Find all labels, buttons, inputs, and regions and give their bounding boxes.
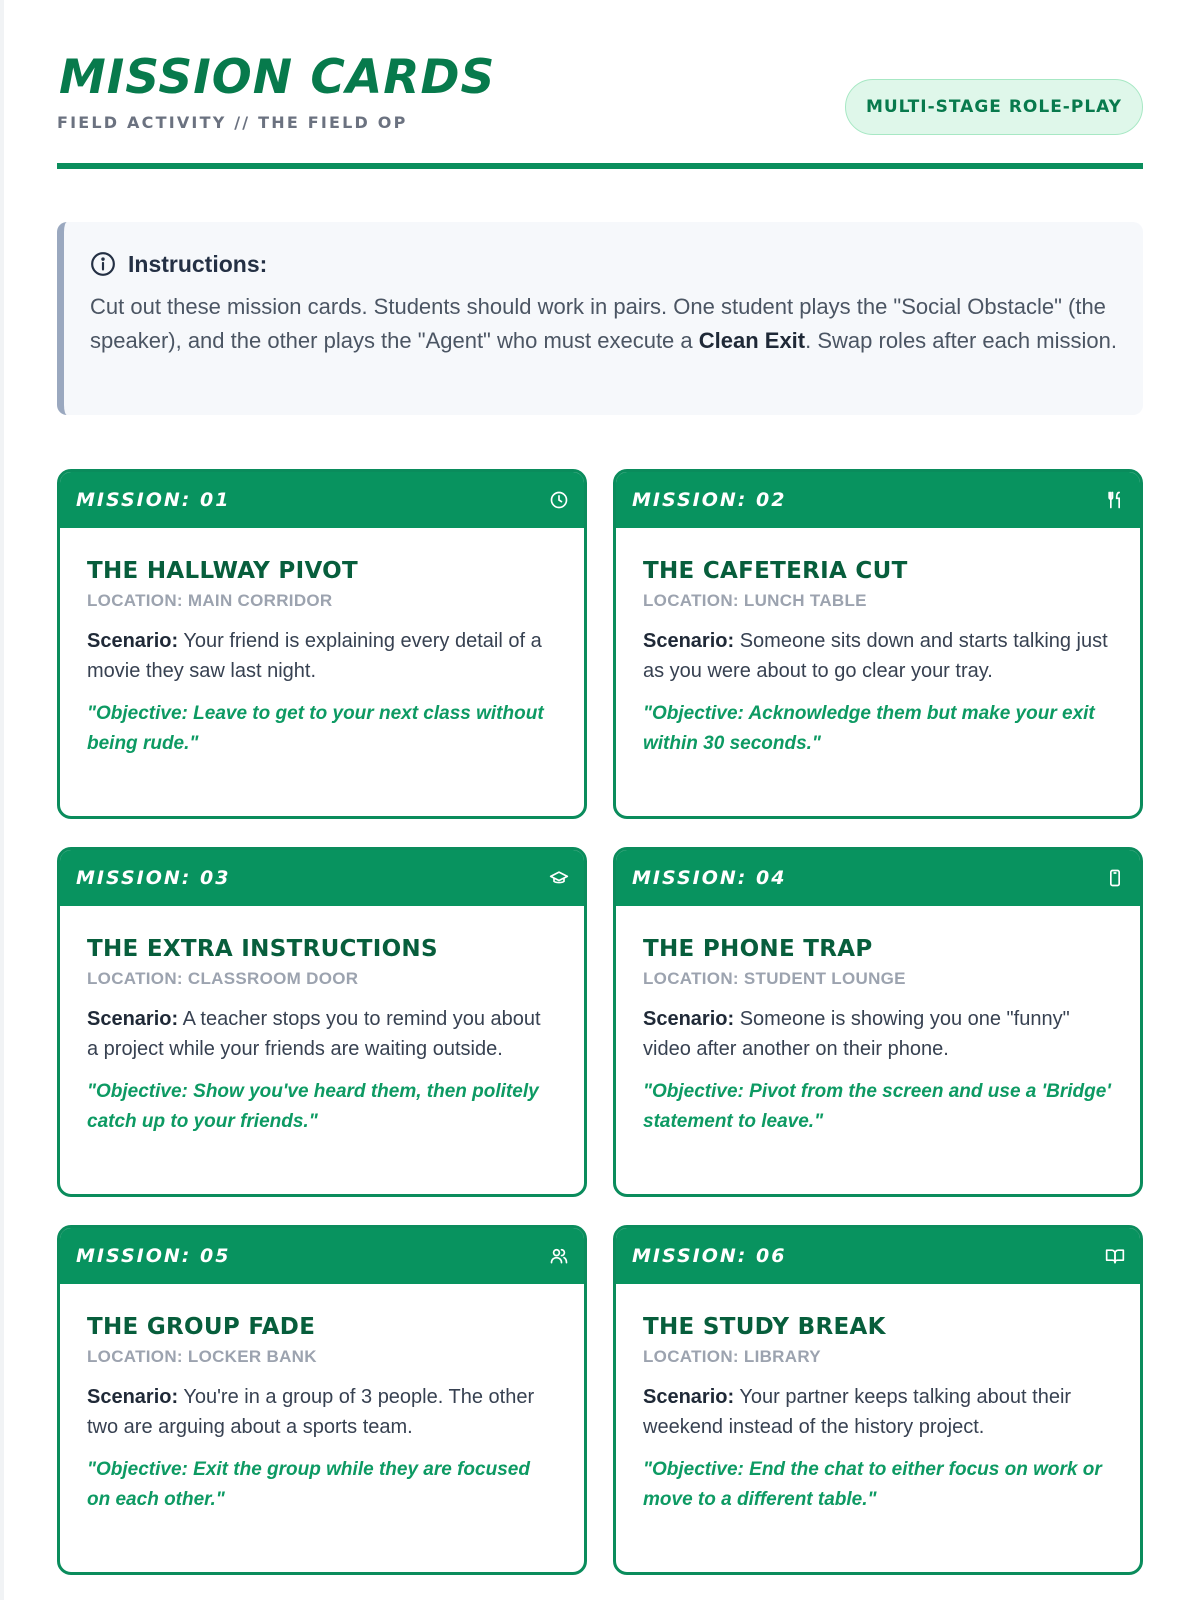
users-icon	[548, 1245, 570, 1267]
mission-card-body	[616, 1284, 1140, 1515]
mission-card-header	[60, 472, 584, 528]
mission-number: MISSION: 06	[632, 1245, 787, 1267]
instructions-box	[57, 222, 1143, 415]
clock-icon	[548, 489, 570, 511]
page-title: MISSION CARDS	[59, 50, 496, 105]
book-open-icon	[1104, 1245, 1126, 1267]
mission-card-header	[616, 850, 1140, 906]
instructions-emphasis: Clean Exit	[698, 328, 806, 353]
mission-objective: "Objective: Acknowledge them but make your exit within 30 seconds."	[643, 703, 1095, 754]
mission-location: LOCATION: STUDENT LOUNGE	[643, 969, 906, 988]
scenario-text: Your friend is explaining every detail of a movie they saw last night.	[87, 630, 542, 682]
mission-scenario	[643, 1004, 1113, 1064]
mission-card	[57, 469, 587, 819]
mission-card-body	[60, 906, 584, 1137]
activity-badge: MULTI-STAGE ROLE-PLAY	[845, 79, 1143, 135]
mission-objective: "Objective: Exit the group while they are focused on each other."	[87, 1459, 530, 1510]
scenario-label: Scenario:	[87, 630, 179, 652]
mission-scenario	[643, 1382, 1113, 1442]
scenario-text: Someone is showing you one "funny" video after another on their phone.	[643, 1008, 1070, 1060]
scenario-label: Scenario:	[87, 1008, 179, 1030]
instructions-heading-row	[90, 248, 1117, 280]
mission-number: MISSION: 01	[76, 489, 231, 511]
info-icon	[90, 251, 116, 277]
scenario-text: Someone sits down and starts talking just as you were about to go clear your tray.	[643, 630, 1108, 682]
scenario-label: Scenario:	[643, 1386, 735, 1408]
mission-scenario	[643, 626, 1113, 686]
scenario-label: Scenario:	[643, 630, 735, 652]
mission-title: THE CAFETERIA CUT	[643, 558, 908, 584]
instructions-text-end: . Swap roles after each mission.	[805, 328, 1117, 353]
mission-objective: "Objective: Leave to get to your next class without being rude."	[87, 703, 544, 754]
phone-icon	[1104, 867, 1126, 889]
scenario-label: Scenario:	[87, 1386, 179, 1408]
mission-number: MISSION: 04	[632, 867, 787, 889]
scenario-text: Your partner keeps talking about their weekend instead of the history project.	[643, 1386, 1072, 1438]
mission-title: THE PHONE TRAP	[643, 936, 873, 962]
mission-location: LOCATION: LUNCH TABLE	[643, 591, 867, 610]
mission-title: THE STUDY BREAK	[643, 1314, 886, 1340]
mission-card-body	[60, 1284, 584, 1515]
mission-location: LOCATION: LOCKER BANK	[87, 1347, 317, 1366]
page-edge	[0, 0, 4, 1600]
mission-number: MISSION: 02	[632, 489, 787, 511]
mission-location: LOCATION: MAIN CORRIDOR	[87, 591, 333, 610]
mission-location: LOCATION: LIBRARY	[643, 1347, 821, 1366]
graduation-cap-icon	[548, 867, 570, 889]
header-divider	[57, 163, 1143, 169]
scenario-text: A teacher stops you to remind you about a project while your friends are waiting outside.	[87, 1008, 541, 1060]
mission-card-body	[616, 906, 1140, 1137]
mission-card	[613, 847, 1143, 1197]
instructions-heading: Instructions:	[128, 250, 268, 277]
instructions-text-start: Cut out these mission cards. Students should work in pairs. One student plays the "Social Obstacle" (the speaker), and the other plays the "Agent" who must execute a	[90, 294, 1106, 353]
mission-number: MISSION: 05	[76, 1245, 231, 1267]
mission-card-body	[616, 528, 1140, 759]
mission-card-body	[60, 528, 584, 759]
mission-card-header	[60, 850, 584, 906]
mission-objective: "Objective: Show you've heard them, then politely catch up to your friends."	[87, 1081, 539, 1132]
mission-scenario	[87, 1382, 557, 1442]
page	[57, 0, 1143, 1510]
mission-title: THE GROUP FADE	[87, 1314, 316, 1340]
scenario-label: Scenario:	[643, 1008, 735, 1030]
mission-scenario	[87, 626, 557, 686]
mission-card	[613, 469, 1143, 819]
mission-card-header	[60, 1228, 584, 1284]
mission-title: THE HALLWAY PIVOT	[87, 558, 358, 584]
mission-title: THE EXTRA INSTRUCTIONS	[87, 936, 438, 962]
mission-objective: "Objective: Pivot from the screen and use a 'Bridge' statement to leave."	[643, 1081, 1111, 1132]
page-subtitle: FIELD ACTIVITY // THE FIELD OP	[57, 113, 408, 132]
instructions-text	[90, 290, 1117, 358]
mission-card-header	[616, 1228, 1140, 1284]
mission-card	[57, 847, 587, 1197]
mission-location: LOCATION: CLASSROOM DOOR	[87, 969, 359, 988]
page-header	[57, 0, 1143, 168]
mission-number: MISSION: 03	[76, 867, 231, 889]
mission-card-header	[616, 472, 1140, 528]
utensils-icon	[1104, 489, 1126, 511]
mission-card	[57, 1225, 587, 1575]
mission-objective: "Objective: End the chat to either focus on work or move to a different table."	[643, 1459, 1102, 1510]
mission-card	[613, 1225, 1143, 1575]
scenario-text: You're in a group of 3 people. The other two are arguing about a sports team.	[87, 1386, 535, 1438]
mission-scenario	[87, 1004, 557, 1064]
